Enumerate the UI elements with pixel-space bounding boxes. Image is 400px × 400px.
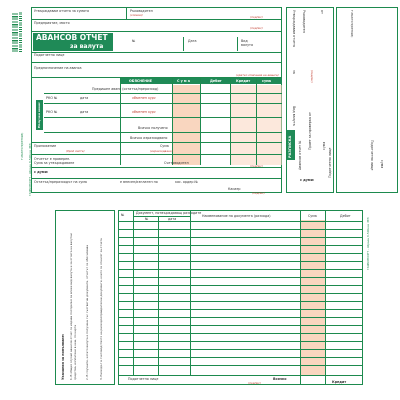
exchange-rate-1: обменен курс (132, 96, 156, 100)
col-doc-sum: Сума (308, 214, 317, 218)
sum-column-fill (172, 85, 200, 165)
date-short-1: дата (80, 96, 89, 100)
col-sum: С у м а (177, 79, 190, 83)
receipt-currency: Вид валута (292, 106, 296, 126)
head-label: Ръководител (130, 9, 153, 13)
notes-line-3: 3. Разходът в счетоводството на разходооправдателни документи, които се отнасят за отчета (99, 238, 103, 380)
report-title: АВАНСОВ ОТЧЕТ (36, 33, 108, 42)
barcode-graphic (12, 12, 18, 52)
col-amount: сума (262, 79, 272, 83)
receipt-frame-right (336, 7, 398, 193)
kas-order-label: кас. ордер № (175, 180, 198, 184)
company-signature-hint: (подпис) (250, 26, 263, 30)
receipt-side-label-1: Подотчетно лице (370, 140, 374, 171)
in-words-label: с думи: (34, 170, 49, 174)
notes-panel (55, 210, 115, 385)
barcode-graphic-2 (19, 12, 22, 52)
exchange-rate-2: обменен курс (132, 110, 156, 114)
signature-hint: (подпис) (250, 15, 263, 19)
notes-line-1: 1. В общия случай авансов отчет се издава поотделно за всеки вид валута и за отчета на валутни средства, изплатени в кеш, по карта (69, 233, 77, 380)
report-subtitle: за валута (70, 43, 104, 50)
sum-label: Сума (160, 144, 169, 148)
sum-confirmed-label: Сума за утвърждаване (34, 161, 75, 165)
checked-label: Отчетът е проверен. (34, 157, 71, 161)
rko-label-1: РКО № (46, 96, 58, 100)
prev-advance-label: Предишен аванс (остатък/преразход) (92, 87, 159, 91)
accountant-signature-hint: (подпис) (250, 164, 263, 168)
receipt-bottom-code: Т.МАКТСП(ОЕТ№В) (350, 10, 354, 38)
company-label: Предприятие, място (34, 21, 70, 25)
receipt-advance-report: Авансов отчет № (298, 140, 302, 170)
notes-title: Указания за попълване: (61, 333, 65, 380)
total-received-label: Всичко получено (138, 126, 168, 130)
footer-code-text: ГАЯБОРСОРТ - обраец 6-500кач ЗЕЗ (28, 143, 32, 196)
receipt-head: Ръководител (302, 10, 306, 33)
receipt-title: РАЗПИСКА (288, 135, 292, 158)
docs-header: Документ, потвърждаващ разходите (136, 211, 202, 215)
advance-purpose-label: Предназначение на аванса (34, 66, 82, 70)
receipt-approve: Утвърждавам отчета (292, 10, 296, 47)
number-label: № (132, 39, 136, 43)
side-code-text: Т.МАКТСП(ОЕТ№В) (20, 132, 24, 160)
receipt-accountable: Подотчетно лице (328, 147, 332, 178)
received-side-label: Получен аванс (37, 102, 41, 128)
accountant-label: Счетоводител (164, 161, 189, 165)
date-label: Дата (188, 39, 197, 43)
receipt-from: от (320, 10, 324, 14)
receipt-for: за (292, 70, 296, 74)
currency-type-label: Вид валута (241, 39, 253, 47)
receipt-side-label-2: сума (380, 160, 384, 169)
col-explanation: ОБЯСНЕНИЕ (129, 79, 153, 83)
back-signature-hint: (подпис) (248, 381, 261, 385)
receipt-stub (284, 0, 400, 200)
back-total-label: Всичко (273, 377, 287, 381)
attachment-label: Приложение (34, 144, 57, 148)
notes-line-2: 2. В случаите, когато валута е получена със съответни документи, отчетът се обосновава (85, 244, 89, 380)
expenses-sum-column (300, 220, 325, 375)
advance-purpose-hint: (кратко описание на аванса) (236, 73, 279, 77)
col-credit: Кредит (236, 79, 251, 83)
sum-words-hint: (словом) (130, 13, 143, 17)
rko-label-2: РКО № (46, 110, 58, 114)
attachment-hint: (брой листа) (66, 149, 85, 153)
col-no: № (121, 213, 125, 217)
date-short-2: дата (80, 110, 89, 114)
receipt-accepted: Приет за проверка от (308, 112, 312, 150)
total-spent-label: Всичко изразходвано (130, 136, 168, 140)
cashier-label: Касиер (228, 187, 241, 191)
approve-report-label: Утвърждавам отчета за сумата (34, 9, 89, 13)
receipt-sum: сума (322, 141, 326, 150)
back-accountable-label: Подотчетно лице (128, 377, 159, 381)
col-doc-debit: Дебит (340, 214, 351, 218)
accountable-person-label: Подотчетно лице (34, 53, 65, 57)
col-doc-date: дата (168, 217, 177, 221)
col-doc-name: Наименование на документа (разхода) (202, 214, 271, 218)
sum-hint: (изразходвано) (150, 149, 173, 153)
col-debit: Дебит (210, 79, 222, 83)
deposited-label: е внесен/изплатен по (120, 180, 158, 184)
cashier-signature-hint: (подпис) (252, 191, 265, 195)
col-doc-num: № (145, 217, 149, 221)
remainder-label: Остатък/преразходът на сума (34, 180, 87, 184)
back-credit-label: Кредит (332, 380, 347, 384)
receipt-sign-hint: (подпис) (310, 70, 314, 83)
back-footer-code: ГАЯБОРСОРТ - обраец 6-500кач ЗЕЗ (366, 217, 370, 270)
expenses-table (118, 210, 370, 388)
receipt-in-words: с думи: (300, 178, 315, 182)
